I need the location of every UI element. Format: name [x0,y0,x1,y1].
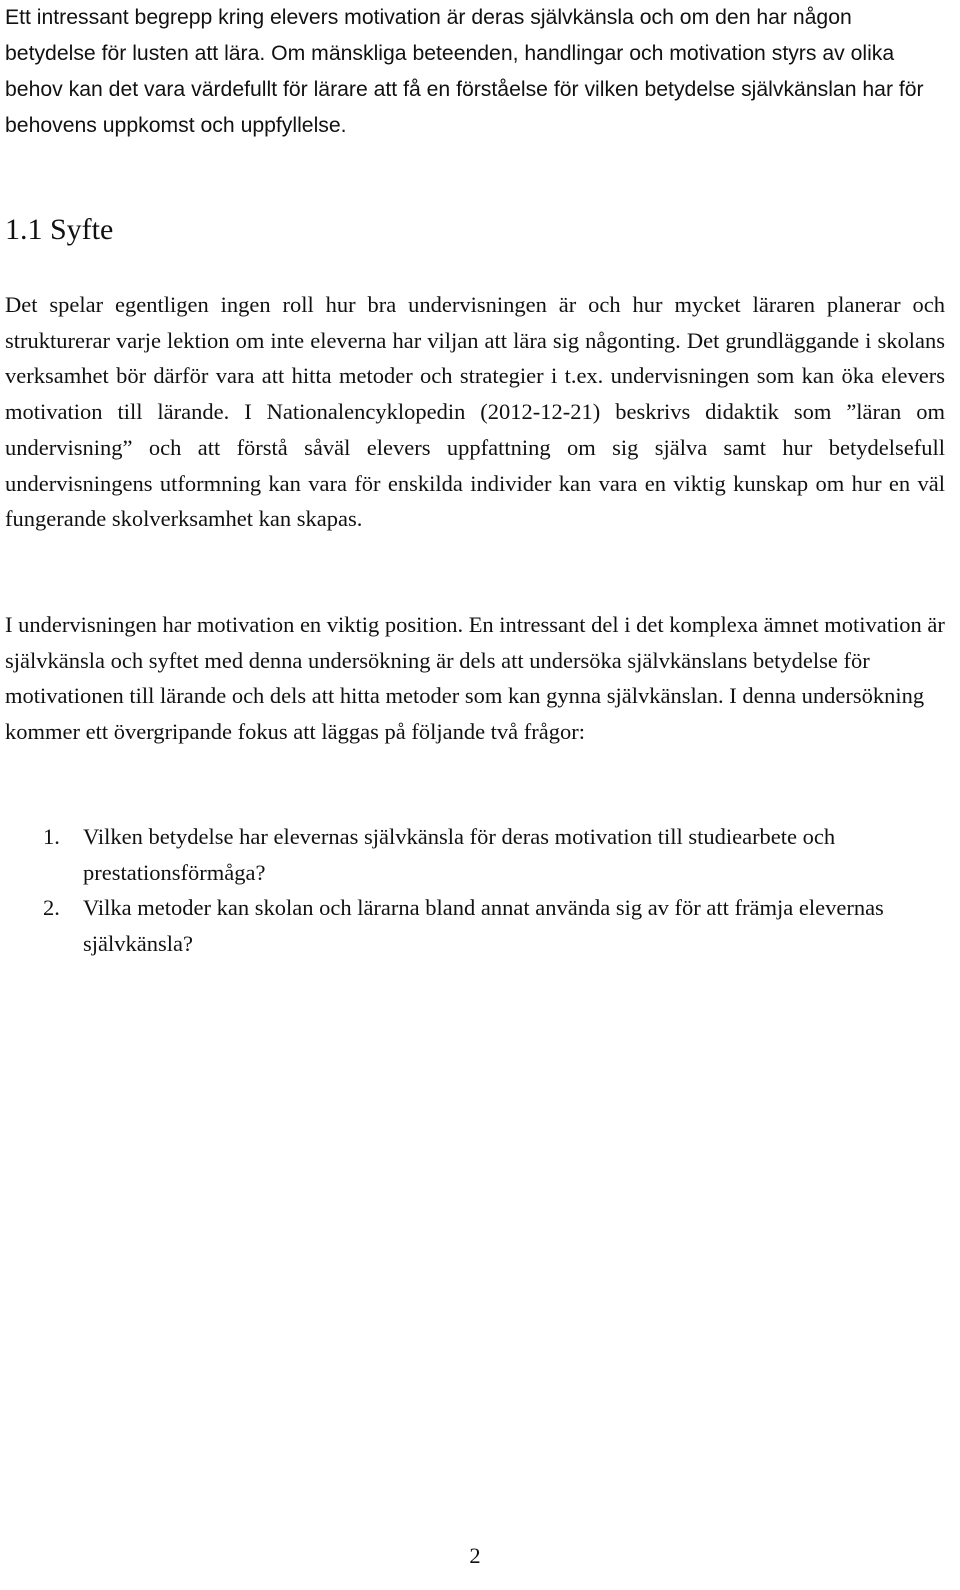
body-paragraph-2: I undervisningen har motivation en viktig position. En intressant del i det komplexa ämnet motivation är självkänsla och syftet med denna undersökning är dels att undersöka självkänslans betydelse för motivationen till lärande och dels att hitta metoder som kan gynna självkänslan. I denna undersökning kommer ett övergripande fokus att läggas på följande två frågor: [5,612,945,745]
list-item-text: Vilken betydelse har elevernas självkänsla för deras motivation till studiearbete och prestationsförmåga? [83,824,836,885]
list-item-number: 2. [43,895,60,921]
list-item [5,819,945,890]
intro-paragraph: Ett intressant begrepp kring elevers motivation är deras självkänsla och om den har någon betydelse för lusten att lära. Om mänskliga beteenden, handlingar och motivation styrs av olika behov kan det vara värdefullt för lärare att få en förståelse för vilken betydelse självkänslan har för behovens uppkomst och uppfyllelse. [5,6,924,137]
list-item-number: 1. [43,824,60,849]
document-page [5,0,945,1568]
list-item-text: Vilka metoder kan skolan och lärarna bland annat använda sig av för att främja elevernas självkänsla? [83,895,884,957]
page-number: 2 [469,1543,481,1568]
body-paragraph-1: Det spelar egentligen ingen roll hur bra undervisningen är och hur mycket läraren planerar och strukturerar varje lektion om inte eleverna har viljan att lära sig någonting. Det grundläggande i skolans verksamhet bör därför vara att hitta metoder och strategier i t.ex. undervisningen som kan öka elevers motivation till lärande. I Nationalencyklopedin (2012-12-21) beskrivs didaktik som ”läran om undervisning” och att förstå såväl elevers uppfattning om sig själva samt hur betydelsefull undervisningens utformning kan vara för enskilda individer kan vara en viktig kunskap om hur en väl fungerande skolverksamhet kan skapas. [5,292,945,532]
research-questions-list [5,819,945,962]
list-item [5,890,945,961]
section-heading: 1.1 Syfte [5,213,114,246]
